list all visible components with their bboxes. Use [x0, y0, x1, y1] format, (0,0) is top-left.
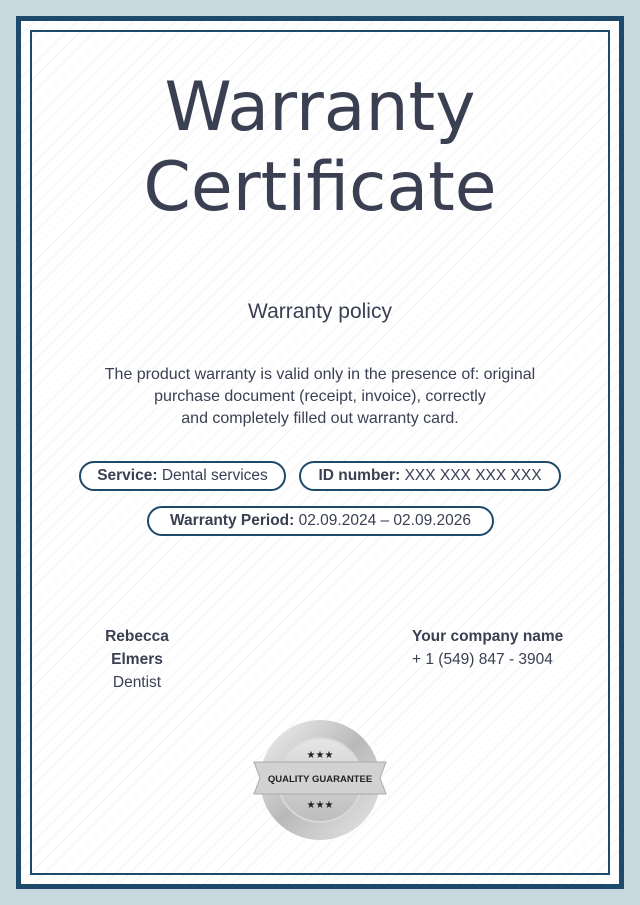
quality-guarantee-seal [252, 718, 388, 842]
policy-text [80, 364, 560, 430]
svg-text:★★★: ★★★ [306, 750, 334, 761]
policy-line: and completely filled out warranty card. [181, 410, 459, 427]
signer-name: Rebecca Elmers [105, 628, 169, 668]
signer-role: Dentist [112, 674, 162, 691]
certificate-title [0, 68, 640, 228]
svg-text:★★★: ★★★ [306, 800, 334, 811]
period-field [147, 506, 494, 536]
seal-icon [252, 718, 388, 842]
title-line-1: Warranty [164, 68, 476, 147]
policy-line: purchase document (receipt, invoice), correctly [154, 388, 486, 405]
policy-heading: Warranty policy [248, 300, 392, 323]
signer-block [81, 625, 193, 694]
policy-line: The product warranty is valid only in the presence of: original [104, 366, 536, 383]
id-value: XXX XXX XXX XXX [404, 467, 542, 484]
service-label: Service: [97, 467, 158, 484]
id-label: ID number: [318, 467, 401, 484]
id-field [299, 461, 561, 491]
period-value: 02.09.2024 – 02.09.2026 [298, 512, 471, 529]
company-name: Your company name [412, 628, 564, 645]
company-block [412, 625, 563, 671]
seal-text: QUALITY GUARANTEE [267, 774, 373, 785]
company-phone: + 1 (549) 847 - 3904 [412, 651, 553, 668]
period-label: Warranty Period: [169, 512, 295, 529]
title-line-2: Certificate [143, 148, 497, 227]
service-field [79, 461, 286, 491]
service-value: Dental services [161, 467, 268, 484]
